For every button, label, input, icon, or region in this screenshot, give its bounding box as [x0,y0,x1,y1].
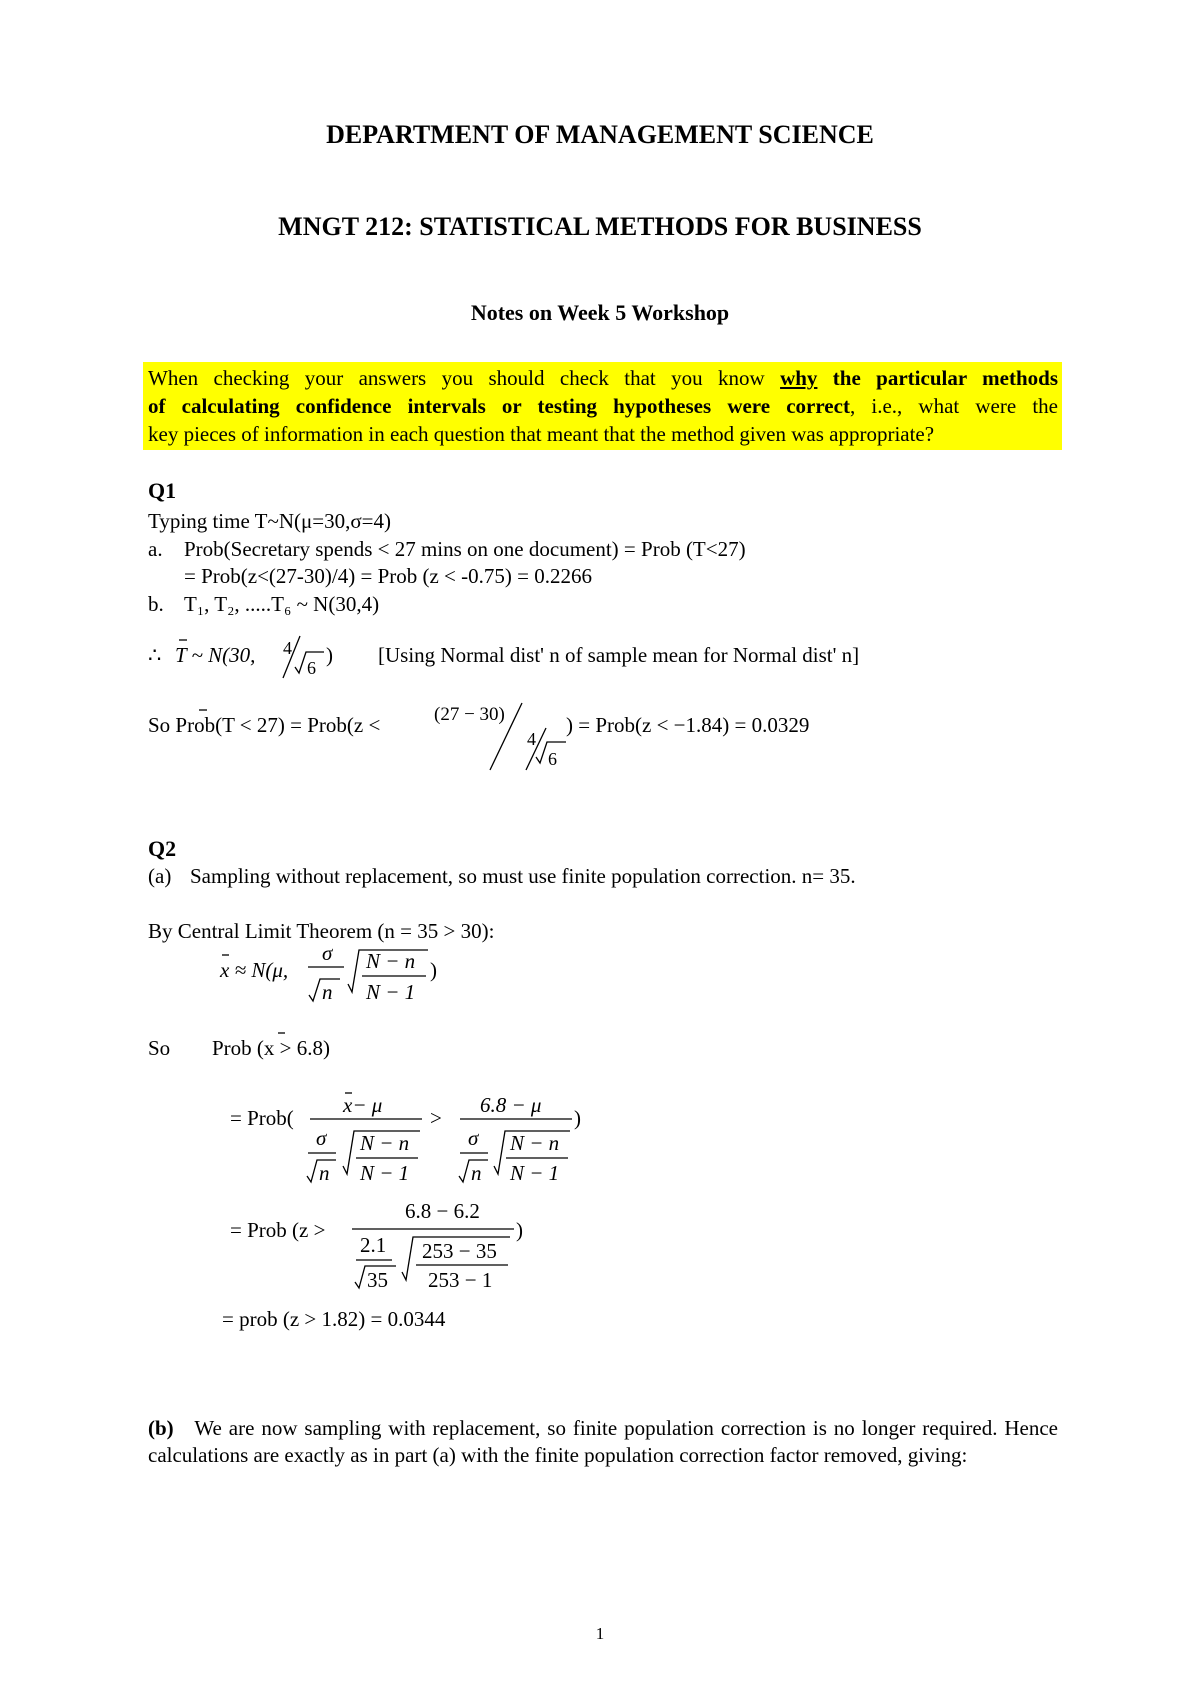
q1-note: [Using Normal dist' n of sample mean for Normal dist' n] [378,643,860,667]
eq-prob-z: = Prob (z > [230,1218,326,1242]
so-result: ) = Prob(z < −1.84) = 0.0329 [566,713,810,737]
q2-final: = prob (z > 1.82) = 0.0344 [222,1307,446,1331]
frac-den: 6 [307,658,316,678]
q2-a-text: Sampling without replacement, so must use finite population correction. n= 35. [190,864,856,888]
q1-intro: Typing time T~N(μ=30,σ=4) [148,509,391,533]
approx-n: n [322,980,333,1004]
workshop-subtitle: Notes on Week 5 Workshop [470,300,730,325]
why-emphasis: why [780,366,818,390]
so-num: (27 − 30) [434,704,505,725]
rhs-N-minus-1: N − 1 [510,1161,560,1185]
tbar-close: ) [326,643,333,667]
prob-close: ) [574,1106,581,1130]
course-title: MNGT 212: STATISTICAL METHODS FOR BUSINESS [278,212,922,241]
approx-N-minus-1: N − 1 [366,980,416,1004]
approx-sigma: σ [322,941,333,965]
page-number: 1 [595,1624,605,1643]
q1-a-label: a. [148,537,163,561]
so-prob: Prob (x > 6.8) [212,1036,331,1060]
approx-N-minus-n: N − n [366,949,416,973]
z-close: ) [516,1218,523,1242]
lhs-n: n [319,1161,330,1185]
tbar-dist: T ~ N(30, [175,643,256,667]
q1-a-text: Prob(Secretary spends < 27 mins on one document) = Prob (T<27) [184,537,746,561]
approx-lhs: x ≈ N(μ, [220,958,289,982]
frac-num: 4 [283,638,292,658]
val-minus-mu: 6.8 − μ [480,1093,542,1117]
q1-heading: Q1 [148,478,177,503]
q1-b-label: b. [148,592,164,616]
xbar-minus-mu: x− μ [343,1093,383,1117]
so-inner-num: 4 [527,729,536,749]
approx-close: ) [430,958,437,982]
sd-val: 2.1 [360,1233,387,1257]
rhs-n: n [471,1161,482,1185]
q2-b-paragraph [148,1415,1058,1469]
pop-den: 253 − 1 [428,1268,493,1292]
eq-prob: = Prob( [230,1106,294,1130]
lhs-sigma: σ [316,1126,327,1150]
q1-a-cont: = Prob(z<(27-30)/4) = Prob (z < -0.75) = 0.2266 [184,564,592,588]
q2-clt: By Central Limit Theorem (n = 35 > 30): [148,919,495,943]
q1-b-text: T₁, T₂, .....T₆ ~ N(30,4) [184,592,380,616]
notice-text: When checking your answers you should check that you know why the particular methods of calculating confidence intervals or testing hypotheses were correct, i.e., what were the key pieces of information in each question that meant that the method given was appropriate? [148,366,1059,446]
so-label: So [148,1036,171,1060]
q2-b-label: (b) [148,1416,174,1440]
n35-val: 35 [367,1268,388,1292]
so-prefix: So Prob(T < 27) = Prob(z < [148,713,381,737]
therefore-symbol: ∴ [148,643,162,667]
q2-b-text: We are now sampling with replacement, so finite population correction is no longer required. Hence calculations are exactly as in part (a) with the finite population correction factor removed, giving: [148,1416,1059,1467]
q2-a-label: (a) [148,864,172,888]
diff: 6.8 − 6.2 [405,1199,480,1223]
gt-sign: > [430,1106,442,1130]
lhs-N-minus-n: N − n [360,1131,410,1155]
lhs-N-minus-1: N − 1 [360,1161,410,1185]
rhs-sigma: σ [468,1126,479,1150]
rhs-N-minus-n: N − n [510,1131,560,1155]
q2-heading: Q2 [148,836,177,861]
department-title: DEPARTMENT OF MANAGEMENT SCIENCE [326,120,874,149]
so-inner-den: 6 [548,749,557,769]
pop-num: 253 − 35 [422,1239,497,1263]
